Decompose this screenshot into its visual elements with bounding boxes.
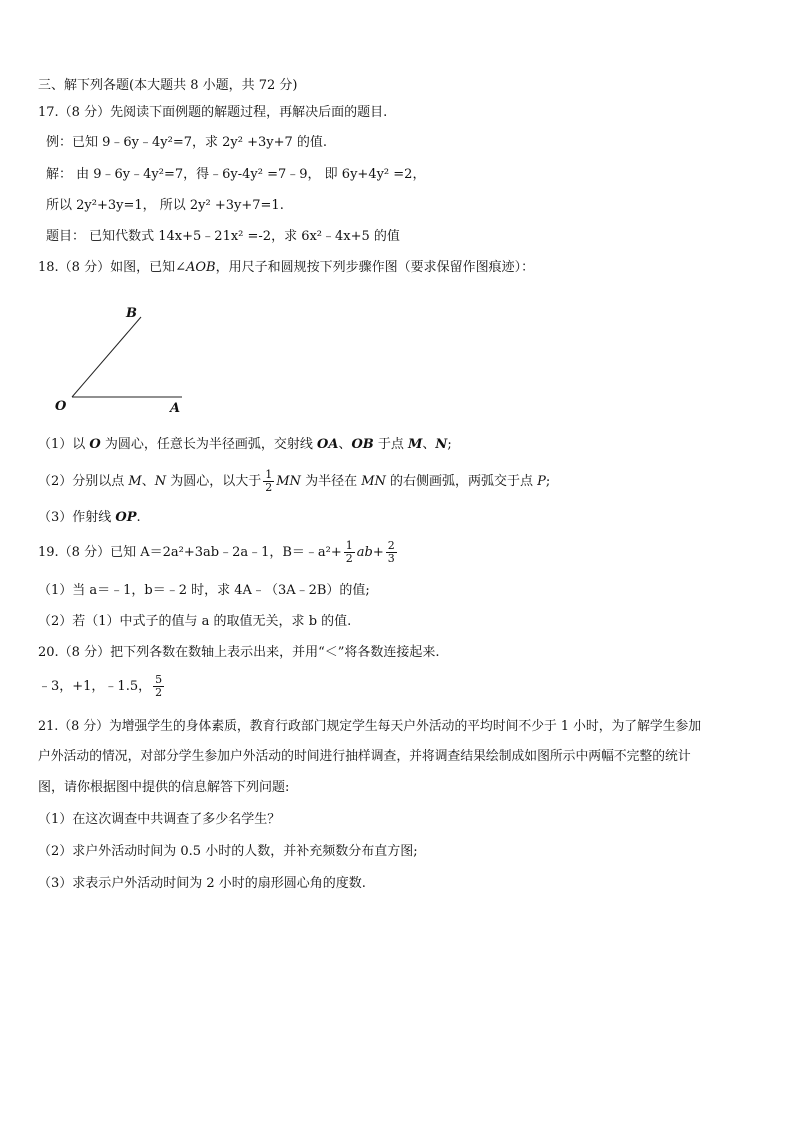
q18-header [38, 259, 534, 277]
q18-step1-text-a: （1）以 [38, 437, 90, 452]
plus-sign: + [372, 545, 384, 560]
q18-step2-text-e: 的右侧画弧，两弧交于点 [385, 474, 538, 489]
q18-step1 [38, 436, 452, 454]
fraction-denominator: 2 [155, 686, 163, 699]
label-o: O [55, 399, 67, 414]
segment-mn: MN [276, 474, 301, 489]
fraction-two-thirds [386, 540, 397, 565]
q17-example: 例：已知 9﹣6y﹣4y²=7，求 2y² +3y+7 的值. [46, 135, 328, 150]
fraction-one-half [263, 469, 274, 494]
q18-step2-text-a: （2）分别以点 [38, 474, 129, 489]
q18-step3-text-a: （3）作射线 [38, 510, 116, 525]
fraction-five-halves [153, 674, 164, 699]
q18-step2-text-d: 为半径在 [300, 474, 362, 489]
point-m: M [128, 474, 142, 489]
segment-mn: MN [361, 474, 386, 489]
fraction-numerator: 5 [155, 673, 163, 686]
point-n: N [154, 474, 167, 489]
q17-problem: 题目： 已知代数式 14x+5﹣21x² =-2，求 6x²﹣4x+5 的值 [46, 229, 400, 244]
q19-header-text: 19.（8 分）已知 A＝2a²+3ab﹣2a﹣1，B＝﹣a²+ [38, 545, 342, 560]
q18-step1-text-d: 于点 [373, 437, 409, 452]
fraction-one-half [344, 540, 355, 565]
label-b: B [126, 306, 137, 321]
fraction-numerator: 2 [387, 539, 395, 552]
q21-line2: 户外活动的情况，对部分学生参加户外活动的时间进行抽样调查，并将调查结果绘制成如图所示中两幅不完整的统计 [38, 749, 691, 764]
q21-part2: （2）求户外活动时间为 0.5 小时的人数，并补充频数分布直方图; [38, 844, 418, 859]
q19-header [38, 540, 399, 566]
q20-number-list: ﹣3，+1，﹣1.5， [38, 679, 152, 694]
q18-step1-text-c: 、 [338, 437, 352, 452]
q18-step1-text-e: 、 [422, 437, 436, 452]
q18-step2-text-b: 、 [141, 474, 155, 489]
label-a: A [170, 401, 181, 416]
section-title: 三、解下列各题(本大题共 8 小题，共 72 分) [38, 78, 298, 93]
point-n: N [435, 437, 448, 452]
angle-aob: ∠AOB [175, 260, 216, 275]
q18-step2 [38, 469, 550, 494]
q17-solution: 解： 由 9﹣6y﹣4y²=7，得﹣6y-4y² =7﹣9， 即 6y+4y² =2， [46, 167, 426, 182]
q18-step1-text-f: ; [447, 437, 452, 452]
q18-header-b: ，用尺子和圆规按下列步骤作图（要求保留作图痕迹）： [215, 260, 535, 275]
ray-oa-label: OA [317, 437, 339, 452]
q20-numbers [38, 674, 166, 700]
q17-so: 所以 2y²+3y=1， 所以 2y² +3y+7=1. [46, 198, 284, 213]
ray-ob [72, 317, 141, 397]
ray-op: OP [115, 510, 137, 525]
q21-line3: 图，请你根据图中提供的信息解答下列问题: [38, 780, 290, 795]
q19-part1: （1）当 a＝﹣1，b＝﹣2 时，求 4A﹣（3A﹣2B）的值; [38, 583, 370, 598]
q18-step3-text-b: . [136, 510, 141, 525]
point-p: P [537, 474, 546, 489]
q18-step1-text-b: 为圆心，任意长为半径画弧，交射线 [100, 437, 317, 452]
point-o: O [89, 437, 101, 452]
q20-header: 20.（8 分）把下列各数在数轴上表示出来，并用“＜”将各数连接起来. [38, 645, 440, 660]
fraction-denominator: 2 [265, 481, 273, 494]
ray-ob-label: OB [351, 437, 374, 452]
fraction-denominator: 3 [387, 552, 395, 565]
term-ab: ab [356, 545, 373, 560]
q18-header-a: 18.（8 分）如图，已知 [38, 260, 176, 275]
fraction-numerator: 1 [265, 468, 273, 481]
q18-step3 [38, 509, 141, 527]
point-m: M [408, 437, 423, 452]
q21-part1: （1）在这次调查中共调查了多少名学生？ [38, 812, 281, 827]
fraction-numerator: 1 [345, 539, 353, 552]
q21-part3: （3）求表示户外活动时间为 2 小时的扇形圆心角的度数. [38, 876, 366, 891]
q18-step2-text-f: ; [545, 474, 551, 489]
fraction-denominator: 2 [345, 552, 353, 565]
q19-part2: （2）若（1）中式子的值与 a 的取值无关，求 b 的值. [38, 614, 352, 629]
q18-step2-text-c: 为圆心，以大于 [166, 474, 262, 489]
q17-header: 17.（8 分）先阅读下面例题的解题过程，再解决后面的题目. [38, 105, 388, 120]
angle-aob-figure [50, 300, 200, 420]
q21-line1: 21.（8 分）为增强学生的身体素质，教育行政部门规定学生每天户外活动的平均时间不少于 1 小时，为了解学生参加 [38, 719, 702, 734]
